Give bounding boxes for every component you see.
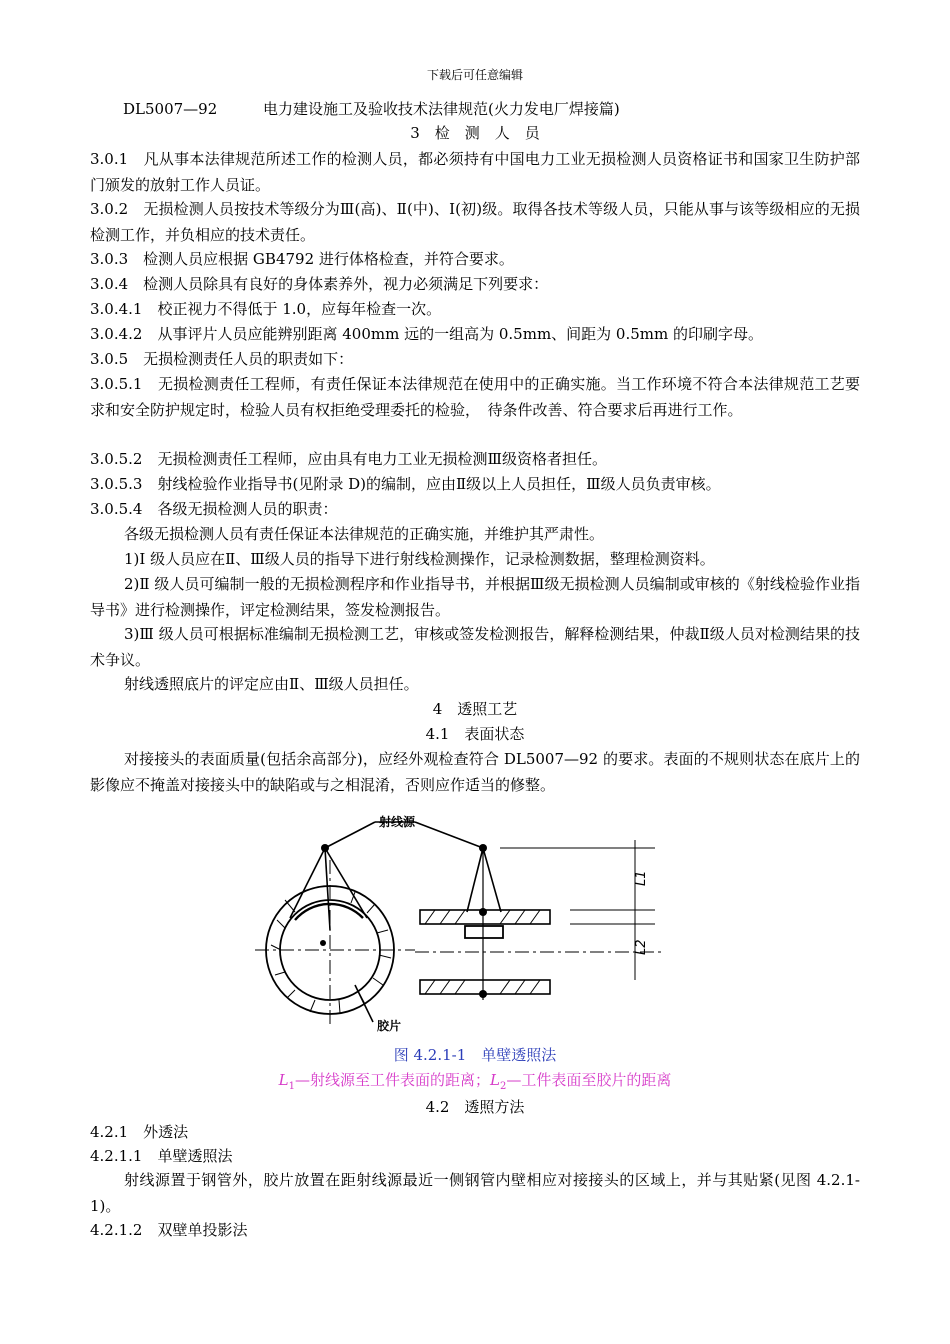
heading-4-2-1-2: 4.2.1.2 双壁单投影法 xyxy=(90,1221,248,1239)
document-code: DL5007—92 xyxy=(123,100,218,118)
label-L2: L2 xyxy=(634,939,649,955)
label-source: 射线源 xyxy=(379,815,416,829)
paragraph-3-0-1: 3.0.1 凡从事本法律规范所述工作的检测人员，都必须持有中国电力工业无损检测人员资格证书和国家卫生防护部门颁发的放射工作人员证。 xyxy=(90,150,860,194)
paragraph-3-0-3: 3.0.3 检测人员应根据 GB4792 进行体格检查，并符合要求。 xyxy=(90,250,514,268)
legend-L1-sub: 1 xyxy=(288,1081,295,1092)
paragraph-3-0-2: 3.0.2 无损检测人员按技术等级分为Ⅲ(高)、Ⅱ(中)、Ⅰ(初)级。取得各技术等级人员，只能从事与该等级相应的无损检测工作，并负相应的技术责任。 xyxy=(90,200,860,244)
heading-4-2-1: 4.2.1 外透法 xyxy=(90,1123,189,1141)
paragraph-3-0-5-2: 3.0.5.2 无损检测责任工程师，应由具有电力工业无损检测Ⅲ级资格者担任。 xyxy=(90,450,607,468)
paragraph-3-0-5: 3.0.5 无损检测责任人员的职责如下： xyxy=(90,350,354,368)
document-title: 电力建设施工及验收技术法律规范(火力发电厂焊接篇) xyxy=(263,100,620,118)
paragraph-duties-level-2: 2)Ⅱ 级人员可编制一般的无损检测程序和作业指导书，并根据Ⅲ级无损检测人员编制或审核的《射线检验作业指导书》进行检测操作，评定检测结果，签发检测报告。 xyxy=(90,575,860,619)
paragraph-duties-intro: 各级无损检测人员有责任保证本法律规范的正确实施，并维护其严肃性。 xyxy=(124,525,605,543)
legend-end: —工件表面至胶片的距离 xyxy=(506,1071,672,1089)
label-film: 胶片 xyxy=(377,1019,402,1033)
section-4-1-title: 4.1 表面状态 xyxy=(425,725,525,743)
section-3-title: 3 检 测 人 员 xyxy=(410,124,540,142)
paragraph-film-evaluation: 射线透照底片的评定应由Ⅱ、Ⅲ级人员担任。 xyxy=(124,675,419,693)
paragraph-3-0-5-4: 3.0.5.4 各级无损检测人员的职责： xyxy=(90,500,338,518)
legend-L2: L xyxy=(490,1071,500,1089)
legend-mid: —射线源至工件表面的距离； xyxy=(294,1071,490,1089)
paragraph-3-0-5-3: 3.0.5.3 射线检验作业指导书(见附录 D)的编制，应由Ⅱ级以上人员担任，Ⅲ级人员负责审核。 xyxy=(90,475,721,493)
source-points xyxy=(320,844,487,998)
paragraph-3-0-4: 3.0.4 检测人员除具有良好的身体素养外，视力必须满足下列要求： xyxy=(90,275,549,293)
paragraph-3-0-4-2: 3.0.4.2 从事评片人员应能辨别距离 400mm 远的一组高为 0.5mm、间距为 0.5mm 的印刷字母。 xyxy=(90,325,764,343)
document-title-row xyxy=(123,98,620,119)
figure-caption: 图 4.2.1-1 单壁透照法 xyxy=(393,1046,557,1064)
heading-4-2-1-1: 4.2.1.1 单壁透照法 xyxy=(90,1147,233,1165)
paragraph-4-1: 对接接头的表面质量(包括余高部分)，应经外观检查符合 DL5007—92 的要求。表面的不规则状态在底片上的影像应不掩盖对接接头中的缺陷或与之相混淆，否则应作适当的修整。 xyxy=(90,750,860,794)
section-4-title: 4 透照工艺 xyxy=(432,700,518,718)
pipe-wall-hatching xyxy=(271,892,391,1013)
section-4-2-title: 4.2 透照方法 xyxy=(425,1098,525,1116)
paragraph-duties-level-3: 3)Ⅲ 级人员可根据标准编制无损检测工艺，审核或签发检测报告，解释检测结果，仲裁Ⅱ级人员对检测结果的技术争议。 xyxy=(90,625,860,669)
film-block xyxy=(465,926,503,938)
figure-legend xyxy=(0,1069,950,1092)
paragraph-3-0-5-1: 3.0.5.1 无损检测责任工程师，有责任保证本法律规范在使用中的正确实施。当工作环境不符合本法律规范工艺要求和安全防护规定时，检验人员有权拒绝受理委托的检验， 待条件改善、符合要求后再进行工作。 xyxy=(90,375,860,419)
paragraph-duties-level-1: 1)Ⅰ 级人员应在Ⅱ、Ⅲ级人员的指导下进行射线检测操作，记录检测数据，整理检测资料。 xyxy=(124,550,715,568)
legend-L2-sub: 2 xyxy=(499,1081,507,1092)
page-header: 下载后可任意编辑 xyxy=(426,68,523,82)
legend-L1: L xyxy=(278,1071,289,1089)
paragraph-3-0-4-1: 3.0.4.1 校正视力不得低于 1.0，应每年检查一次。 xyxy=(90,300,442,318)
figure-single-wall-exposure xyxy=(255,800,675,1040)
label-L1: L1 xyxy=(634,870,649,886)
paragraph-4-2-1-1: 射线源置于钢管外，胶片放置在距射线源最近一侧钢管内壁相应对接接头的区域上，并与其贴紧(见图 4.2.1-1)。 xyxy=(90,1171,860,1215)
